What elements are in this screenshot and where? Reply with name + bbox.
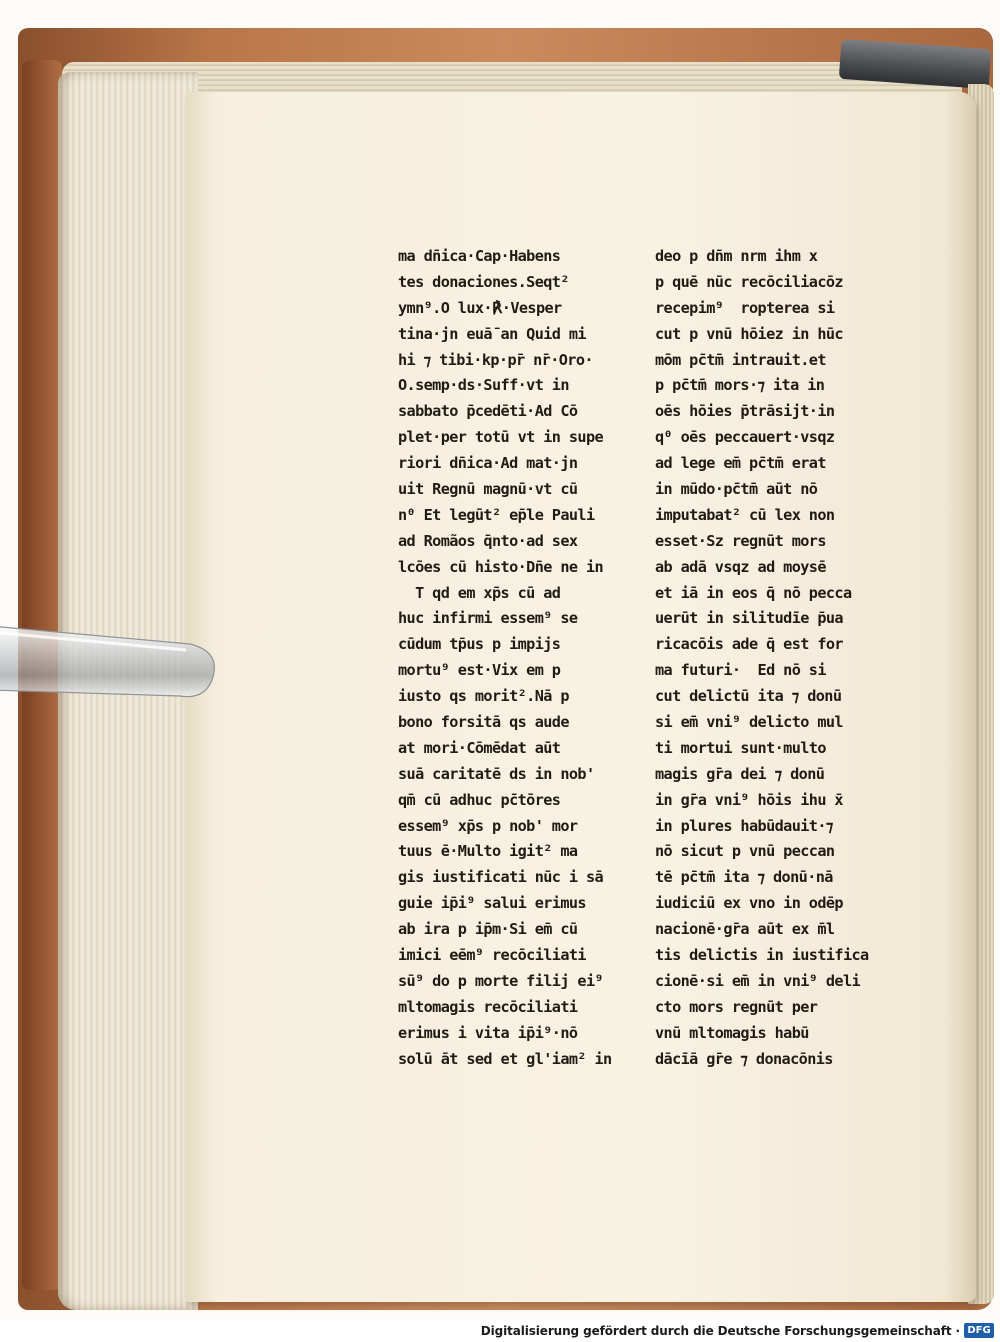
text-line: ricacōis ade q̄ est for [655, 635, 843, 654]
text-line: q⁰ oēs peccauert·vsqz [655, 428, 835, 447]
text-line: bono forsitā qs aude [398, 713, 569, 732]
text-line: et iā in eos q̄ nō pecca [655, 583, 852, 602]
text-line: tis delictis in iustifica [655, 946, 869, 965]
text-line: esset·Sz regnūt mors [655, 531, 826, 550]
text-line: dācīā gr̄e ⁊ donacōnis [655, 1049, 833, 1068]
text-line: O.semp·ds·Suff·vt in [398, 376, 569, 395]
text-line: ti mortui sunt·multo [655, 738, 826, 757]
text-line: in gr̄a vni⁹ hōis ihu x̄ [655, 790, 843, 809]
glass-rod [0, 618, 225, 708]
text-line: tē pc̄tm̄ ita ⁊ donū·nā [655, 868, 833, 887]
text-line: ma dn̄ica·Cap·Habens [398, 247, 561, 265]
text-line: uit Regnū magnū·vt cū [398, 480, 578, 499]
text-line: lcōes cū histo·Dn̄e ne in [398, 557, 604, 576]
text-line: tuus ē·Multo igit² ma [398, 842, 578, 861]
text-line: ymn⁹.O lux·℟·Vesper [398, 298, 562, 317]
text-line: suā caritatē ds in nob' [398, 764, 595, 783]
text-line: essem⁹ xp̄s p nob' mor [398, 816, 578, 835]
text-line: n⁰ Et legūt² ep̄le Pauli [398, 505, 595, 524]
text-line: ab adā vsqz ad moysē [655, 557, 826, 576]
text-line: recepim⁹ ropterea si [655, 298, 835, 317]
text-line: cionē·si em̄ in vni⁹ deli [655, 971, 861, 990]
text-line: cut p vnū hōiez in hūc [655, 324, 843, 343]
text-column-left [398, 244, 612, 1073]
text-line: iusto qs morit².Nā p [398, 687, 569, 706]
text-line: ad lege em̄ pc̄tm̄ erat [655, 454, 826, 473]
text-line: in plures habūdauit·⁊ [655, 816, 833, 835]
text-line: si em̄ vni⁹ delicto mul [655, 713, 843, 732]
text-line: p pc̄tm̄ mors·⁊ ita in [655, 376, 825, 395]
text-line: uerūt in silitudīe p̄ua [655, 609, 843, 628]
text-line: imici eēm⁹ recōciliati [398, 946, 586, 965]
text-line: iudiciū ex vno in odēp [655, 894, 843, 913]
text-line: huc infirmi essem⁹ se [398, 609, 578, 628]
text-line: sabbato p̄cedēti·Ad Cō [398, 402, 578, 421]
text-line: riori dn̄ica·Ad mat·jn [398, 454, 578, 473]
text-line: guie ip̄i⁹ salui erimus [398, 894, 586, 913]
dfg-logo-icon: DFG [964, 1323, 994, 1338]
text-line: ad Romãos q̄nto·ad sex [398, 531, 578, 550]
text-line: cut delictū ita ⁊ donū [655, 687, 842, 706]
text-line: imputabat² cū lex non [655, 505, 835, 524]
text-line: p quē nūc recōciliacōz [655, 272, 843, 291]
text-line: sū⁹ do p morte filij ei⁹ [398, 971, 604, 990]
footer-credit: Digitalisierung gefördert durch die Deutsche Forschungsgemeinschaft · [480, 1324, 960, 1338]
text-line: mortu⁹ est·Vix em p [398, 661, 561, 680]
text-line: deo p dn̄m nrm ihm x [655, 247, 818, 265]
text-line: T qd em xp̄s cū ad [398, 583, 561, 602]
text-line: nō sicut p vnū peccan [655, 842, 835, 861]
text-line: tina·jn euā̄ an Quid mi [398, 324, 586, 343]
text-line: in mūdo·pc̄tm̄ aūt nō [655, 480, 818, 499]
text-line: tes donaciones.Seqt² [398, 272, 569, 291]
text-line: qm̄ cū adhuc pc̄tōres [398, 790, 561, 809]
text-line: oēs hōies p̄trāsijt·in [655, 402, 835, 421]
text-line: cto mors regnūt per [655, 997, 818, 1016]
text-line: gis iustificati nūc i sā [398, 868, 604, 887]
text-line: mltomagis recōciliati [398, 997, 578, 1016]
text-line: solū āt sed et gl'iam² in [398, 1049, 612, 1068]
text-column-right [655, 244, 869, 1073]
text-line: magis gr̄a dei ⁊ donū [655, 764, 825, 783]
text-line: hi ⁊ tibi·kp·pr̄ nr̄·Oro· [398, 350, 593, 369]
text-line: erimus i vita ip̄i⁹·nō [398, 1023, 578, 1042]
text-line: cūdum tp̄us p impijs [398, 635, 561, 654]
text-line: plet·per totū vt in supe [398, 428, 604, 447]
text-line: vnū mltomagis habū [655, 1023, 809, 1042]
text-line: nacionē·gr̄a aūt ex m̄l [655, 920, 835, 939]
footer-bar [0, 1320, 1000, 1342]
text-line: at mori·Cōmēdat aūt [398, 738, 561, 757]
text-line: ma futuri· Ed nō si [655, 661, 826, 680]
text-line: mōm pc̄tm̄ intrauit.et [655, 350, 826, 369]
text-line: ab ira p ip̄m·Si em̄ cū [398, 920, 578, 939]
